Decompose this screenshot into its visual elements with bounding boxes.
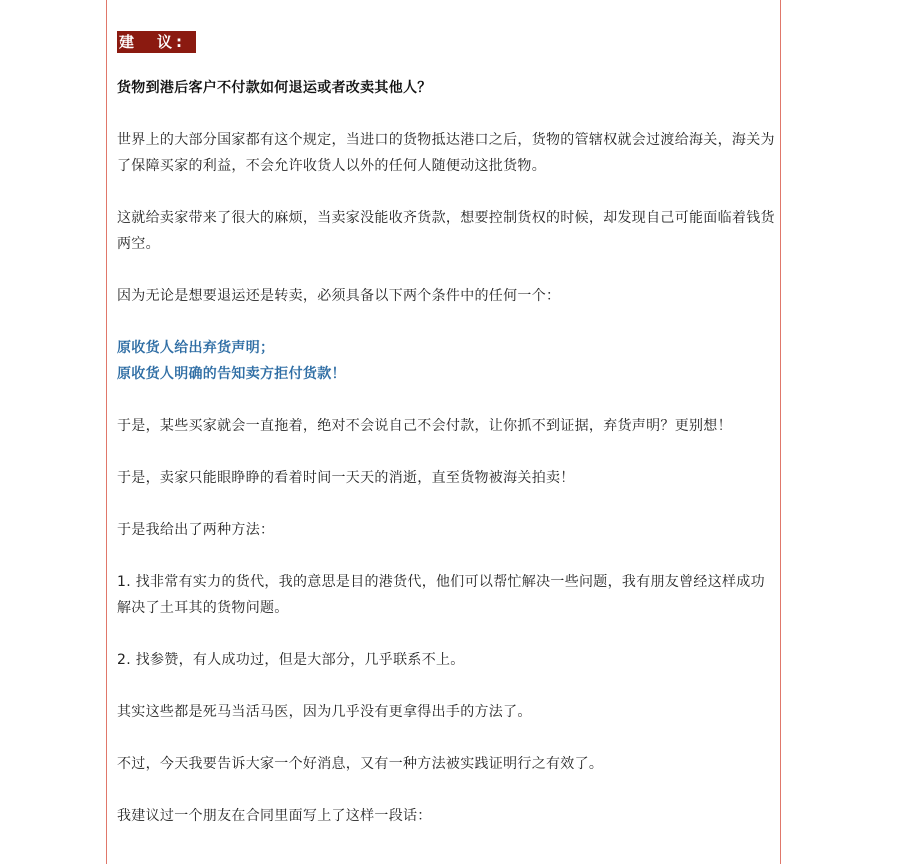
paragraph-5: 于是，卖家只能眼睁睁的看着时间一天天的消逝，直至货物被海关拍卖！: [117, 470, 575, 486]
article-body: [117, 30, 777, 829]
paragraph-8: 2. 找参赞，有人成功过，但是大部分，几乎联系不上。: [117, 652, 465, 668]
section-label-badge: 建 议:: [117, 31, 196, 53]
paragraph-10: 不过，今天我要告诉大家一个好消息，又有一种方法被实践证明行之有效了。: [117, 756, 604, 772]
condition-item: 原收货人给出弃货声明；: [117, 340, 275, 356]
paragraph-7: 1. 找非常有实力的货代，我的意思是目的港货代，他们可以帮忙解决一些问题，我有朋友曾经这样成功解决了土耳其的货物问题。: [117, 574, 765, 616]
paragraph-1: 世界上的大部分国家都有这个规定，当进口的货物抵达港口之后，货物的管辖权就会过渡给海关，海关为了保障买家的利益，不会允许收货人以外的任何人随便动这批货物。: [117, 132, 775, 174]
article-question: 货物到港后客户不付款如何退运或者改卖其他人？: [117, 80, 432, 96]
paragraph-9: 其实这些都是死马当活马医，因为几乎没有更拿得出手的方法了。: [117, 704, 532, 720]
paragraph-3: 因为无论是想要退运还是转卖，必须具备以下两个条件中的任何一个：: [117, 288, 561, 304]
conditions-list: [117, 335, 777, 387]
paragraph-4: 于是，某些买家就会一直拖着，绝对不会说自己不会付款，让你抓不到证据，弃货声明？更别想！: [117, 418, 732, 434]
paragraph-11: 我建议过一个朋友在合同里面写上了这样一段话：: [117, 808, 432, 824]
paragraph-6: 于是我给出了两种方法：: [117, 522, 275, 538]
paragraph-2: 这就给卖家带来了很大的麻烦，当卖家没能收齐货款，想要控制货权的时候，却发现自己可能面临着钱货两空。: [117, 210, 775, 252]
condition-item: 原收货人明确的告知卖方拒付货款！: [117, 366, 346, 382]
